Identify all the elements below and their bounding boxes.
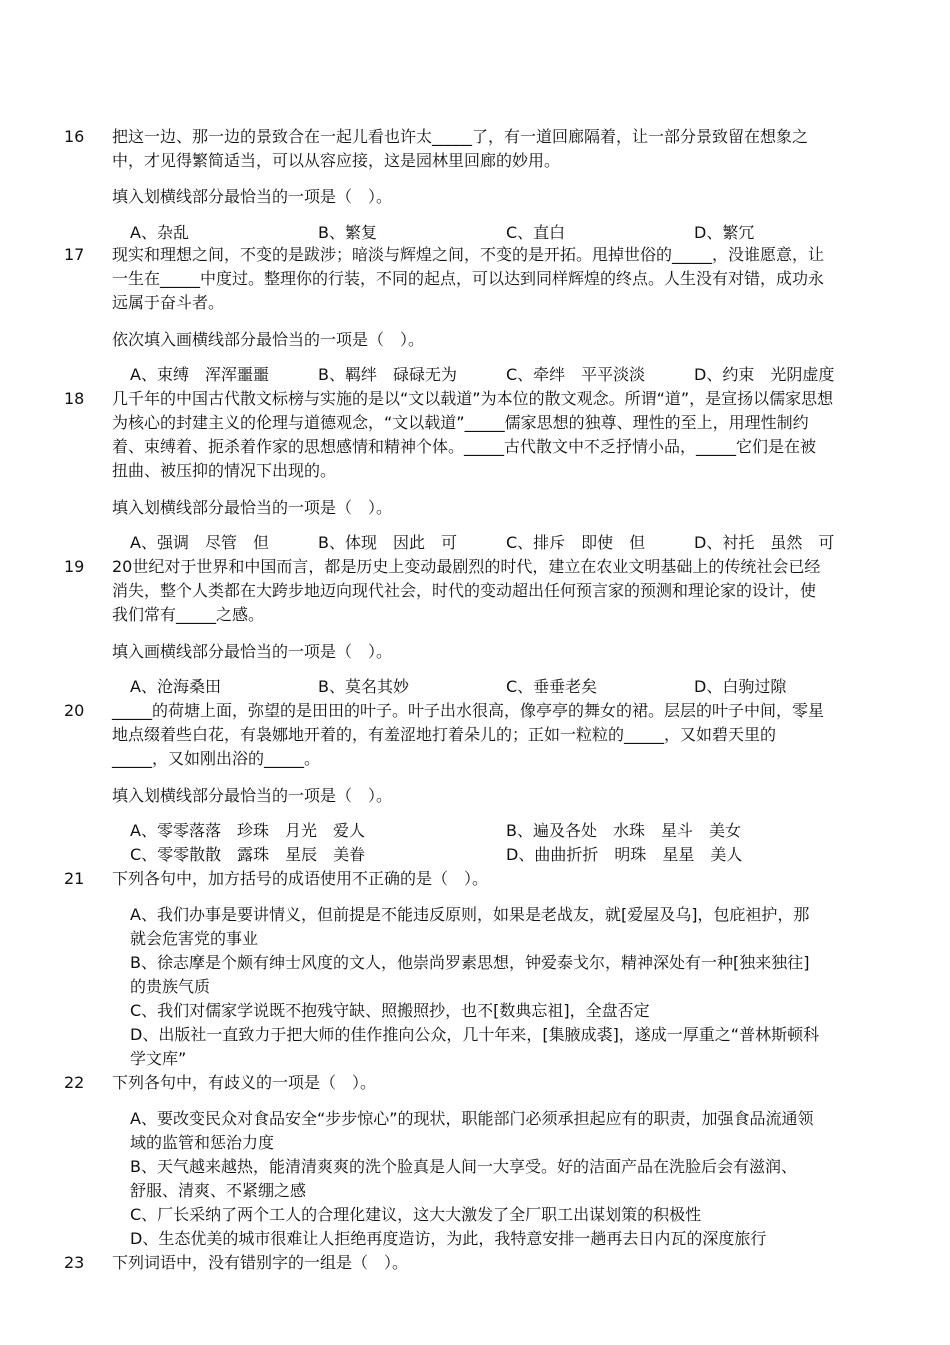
stem-line: 中，才见得繁简适当，可以从容应接，这是园林里回廊的妙用。: [112, 151, 561, 170]
option-line: D、生态优美的城市很难让人拒绝再度造访，为此，我特意安排一趟再去日内瓦的深度旅行: [130, 1229, 767, 1248]
option-d[interactable]: D、白驹过隙: [694, 677, 787, 696]
option-line: 域的监管和惩治力度: [130, 1133, 275, 1152]
option-d[interactable]: D、约束 光阴虚度: [694, 365, 835, 384]
option-c[interactable]: C、牵绊 平平淡淡: [506, 365, 646, 384]
option-c[interactable]: C、直白: [506, 223, 566, 242]
option-line: 学文库”: [130, 1049, 187, 1068]
stem-line: 下列词语中，没有错别字的一组是（ ）。: [112, 1253, 409, 1272]
option-line: A、我们办事是要讲情义，但前提是不能违反原则，如果是老战友，就[爱屋及乌]，包庇袒护，那: [130, 905, 810, 924]
option-b[interactable]: B、羁绊 碌碌无为: [318, 365, 457, 384]
stem-line: 下列各句中，加方括号的成语使用不正确的是（ ）。: [112, 869, 489, 888]
option-b[interactable]: [130, 1155, 875, 1203]
option-b[interactable]: B、遍及各处 水珠 星斗 美女: [506, 821, 741, 840]
stem-line: _____，又如刚出浴的_____。: [112, 749, 321, 768]
stem-line: 消失，整个人类都在大跨步地迈向现代社会，时代的变动超出任何预言家的预测和理论家的设计，使: [112, 581, 817, 600]
option-d[interactable]: D、衬托 虽然 可: [694, 533, 835, 552]
option-b[interactable]: [130, 951, 875, 999]
question-stem: [112, 1251, 872, 1275]
option-line: B、徐志摩是个颇有绅士风度的文人，他崇尚罗素思想，钟爱泰戈尔，精神深处有一种[独来独往]: [130, 953, 810, 972]
question-number: 23: [64, 1253, 85, 1272]
stem-line: 20世纪对于世界和中国而言，都是历史上变动最剧烈的时代，建立在农业文明基础上的传统社会已经: [112, 557, 821, 576]
option-c[interactable]: C、排斥 即使 但: [506, 533, 646, 552]
question-stem: [112, 243, 872, 315]
option-line: D、出版社一直致力于把大师的佳作推向公众，几十年来，[集腋成裘]，遂成一厚重之“普林斯顿科: [130, 1025, 820, 1044]
question-stem: [112, 867, 872, 891]
option-a[interactable]: A、沧海桑田: [130, 677, 221, 696]
options-row: [0, 843, 950, 867]
option-a[interactable]: A、杂乱: [130, 223, 189, 242]
question-prompt: 依次填入画横线部分最恰当的一项是（ ）。: [112, 330, 425, 349]
option-line: A、要改变民众对食品安全“步步惊心”的现状，职能部门必须承担起应有的职责，加强食品流通领: [130, 1109, 814, 1128]
option-c[interactable]: C、零零散散 露珠 星辰 美眷: [130, 845, 366, 864]
options-row: [0, 819, 950, 843]
question-number: 18: [64, 389, 85, 408]
stem-line: 远属于奋斗者。: [112, 293, 225, 312]
stem-line: 一生在_____中度过。整理你的行装，不同的起点，可以达到同样辉煌的终点。人生没有对错，成功永: [112, 269, 825, 288]
question-stem: [112, 555, 872, 627]
options-row: [0, 531, 950, 555]
option-b[interactable]: B、莫名其妙: [318, 677, 409, 696]
question-prompt: 填入划横线部分最恰当的一项是（ ）。: [112, 187, 393, 206]
option-a[interactable]: [130, 1107, 875, 1155]
options-row: [0, 363, 950, 387]
option-d[interactable]: [130, 1227, 875, 1251]
stem-line: 把这一边、那一边的景致合在一起儿看也许太_____了，有一道回廊隔着，让一部分景致留在想象之: [112, 127, 809, 146]
stem-line: 我们常有_____之感。: [112, 605, 265, 624]
option-a[interactable]: A、强调 尽管 但: [130, 533, 269, 552]
option-line: C、我们对儒家学说既不抱残守缺、照搬照抄，也不[数典忘祖]，全盘否定: [130, 1001, 650, 1020]
option-d[interactable]: D、繁冗: [694, 223, 755, 242]
question-stem: [112, 387, 872, 483]
option-c[interactable]: [130, 1203, 875, 1227]
question-stem: [112, 699, 872, 771]
stem-line: 为核心的封建主义的伦理与道德观念，“文以载道”_____儒家思想的独尊、理性的至上，用理性制约: [112, 413, 809, 432]
stem-line: 下列各句中，有歧义的一项是（ ）。: [112, 1073, 377, 1092]
option-a[interactable]: A、零零落落 珍珠 月光 爱人: [130, 821, 365, 840]
option-a[interactable]: A、束缚 浑浑噩噩: [130, 365, 269, 384]
option-line: B、天气越来越热，能清清爽爽的洗个脸真是人间一大享受。好的洁面产品在洗脸后会有滋润、: [130, 1157, 797, 1176]
options-row: [0, 221, 950, 245]
stem-line: 着、束缚着、扼杀着作家的思想感情和精神个体。_____古代散文中不乏抒情小品，_____它们是在被: [112, 437, 817, 456]
question-stem: [112, 1071, 872, 1095]
option-c[interactable]: C、垂垂老矣: [506, 677, 598, 696]
option-line: C、厂长采纳了两个工人的合理化建议，这大大激发了全厂职工出谋划策的积极性: [130, 1205, 702, 1224]
question-prompt: 填入划横线部分最恰当的一项是（ ）。: [112, 786, 393, 805]
question-number: 17: [64, 245, 85, 264]
option-d[interactable]: D、曲曲折折 明珠 星星 美人: [506, 845, 743, 864]
question-number: 19: [64, 557, 85, 576]
stem-line: _____的荷塘上面，弥望的是田田的叶子。叶子出水很高，像亭亭的舞女的裙。层层的叶子中间，零星: [112, 701, 825, 720]
question-number: 16: [64, 127, 85, 146]
option-a[interactable]: [130, 903, 875, 951]
question-prompt: 填入画横线部分最恰当的一项是（ ）。: [112, 642, 393, 661]
question-number: 22: [64, 1073, 85, 1092]
question-number: 20: [64, 701, 85, 720]
option-line: 就会危害党的事业: [130, 929, 259, 948]
option-d[interactable]: [130, 1023, 875, 1071]
stem-line: 现实和理想之间，不变的是跋涉；暗淡与辉煌之间，不变的是开拓。甩掉世俗的_____，没谁愿意，让: [112, 245, 825, 264]
stem-line: 地点缀着些白花，有袅娜地开着的，有羞涩地打着朵儿的；正如一粒粒的_____，又如碧天里的: [112, 725, 777, 744]
options-row: [0, 675, 950, 699]
option-b[interactable]: B、繁复: [318, 223, 377, 242]
stem-line: 几千年的中国古代散文标榜与实施的是以“文以载道”为本位的散文观念。所谓“道”，是宣扬以儒家思想: [112, 389, 834, 408]
option-b[interactable]: B、体现 因此 可: [318, 533, 457, 552]
stem-line: 扭曲、被压抑的情况下出现的。: [112, 461, 337, 480]
question-number: 21: [64, 869, 85, 888]
option-line: 的贵族气质: [130, 977, 211, 996]
question-prompt: 填入划横线部分最恰当的一项是（ ）。: [112, 498, 393, 517]
option-line: 舒服、清爽、不紧绷之感: [130, 1181, 307, 1200]
question-stem: [112, 125, 872, 173]
option-c[interactable]: [130, 999, 875, 1023]
